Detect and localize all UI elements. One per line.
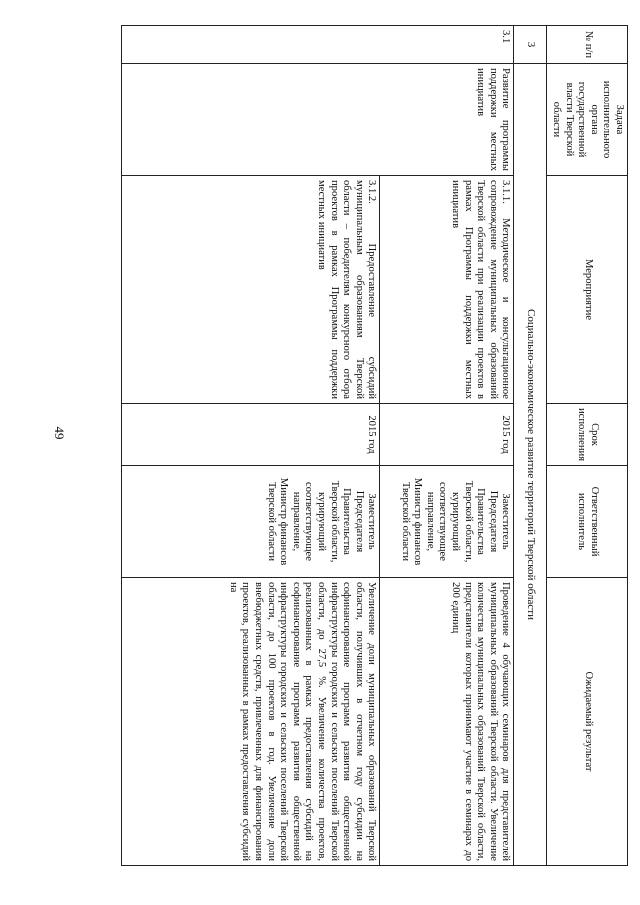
event-result: Проведение 4 обучающих семинаров для представителей муниципальных образований Тверской области. Увеличение количества муниципальных образований Тверской области, представители которых принимают участие в семинарах до 200 единиц	[380, 578, 514, 866]
section-row	[514, 26, 547, 866]
event-responsible: Заместитель Председателя Правительства Тверской области, курирующий соответствующее направление, Министр финансов Тверской области	[380, 466, 514, 578]
task-number: 3.1	[122, 26, 514, 64]
event-term: 2015 год	[380, 404, 514, 466]
event-text: 3.1.2. Предоставление субсидий муниципальным образованиям Тверской области – победителям конкурсного отбора проектов в рамках Программы поддержки местных инициатив	[122, 176, 380, 404]
section-number: 3	[514, 26, 547, 64]
section-title: Социально-экономическое развитие территорий Тверской области	[514, 64, 547, 866]
header-term: Срок исполнения	[547, 404, 628, 466]
event-result: Увеличение доли муниципальных образований Тверской области, получивших в отчетном году субсидии на софинансирование программ развития общественной инфраструктуры городских и сельских поселений Тверской области, до 27,5 %. Увеличение количества проектов, реализованных в рамках предоставления субсидий на софинансирование программ развития общественной инфраструктуры городских и сельских поселений Тверской области, до 100 проектов в год. Увеличение доли внебюджетных средств, привлеченных для финансирования проектов, реализованных в рамках предоставления субсидий на	[122, 578, 380, 866]
event-text: 3.1.1. Методическое и консультационное сопровождение муниципальных образований Тверской области при реализации проектов в рамках Программы поддержки местных инициатив	[380, 176, 514, 404]
task-text: Развитие программы поддержки местных инициатив	[122, 64, 514, 176]
header-task: Задача исполнительного органа государственной власти Тверской области	[547, 64, 628, 176]
header-num: № п/п	[547, 26, 628, 64]
activity-table	[121, 25, 628, 866]
table-row	[380, 26, 514, 866]
header-result: Ожидаемый результат	[547, 578, 628, 866]
event-term: 2015 год	[122, 404, 380, 466]
event-responsible: Заместитель Председателя Правительства Тверской области, курирующий соответствующее направление, Министр финансов Тверской области	[122, 466, 380, 578]
table-header-row	[547, 26, 628, 866]
header-event: Мероприятие	[547, 176, 628, 404]
header-responsible: Ответственный исполнитель	[547, 466, 628, 578]
page-number: 49	[52, 426, 67, 440]
rotated-table-wrapper	[129, 25, 628, 865]
